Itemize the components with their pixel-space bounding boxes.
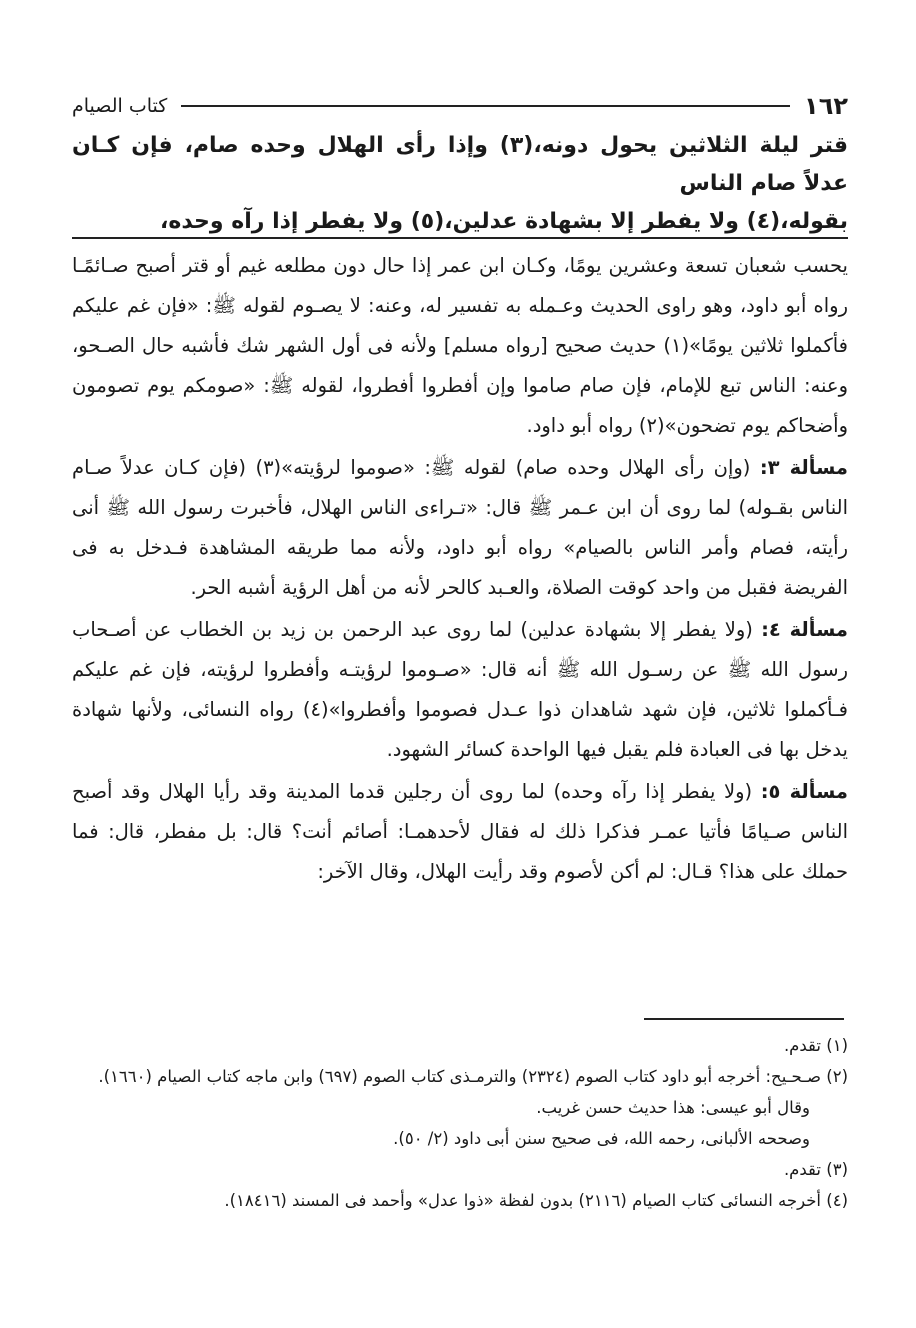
main-text-line: بقوله،(٤) ولا يفطر إلا بشهادة عدلين،(٥) ولا يفطر إذا رآه وحده،	[160, 209, 848, 234]
masala-5-label: مسألة ٥:	[760, 780, 848, 803]
masala-3	[72, 448, 848, 608]
masala-4-text: (ولا يفطر إلا بشهادة عدلين) لما روى عبد الرحمن بن زيد بن الخطاب عن أصـحاب رسول الله ﷺ عن رسـول الله ﷺ أنه قال: «صـوموا لرؤيتـه وأفطروا لرؤيته، فإن غم عليكم فـأكملوا ثلاثين، فإن شهد شاهدان ذوا عـدل فصوموا وأفطروا»(٤) رواه النسائى، ولأنها شهادة يدخل بها فى العبادة فلم يقبل فيها الواحدة كسائر الشهود.	[72, 618, 848, 761]
section-divider	[72, 237, 848, 239]
footnote-2-note: وقال أبو عيسى: هذا حديث حسن غريب.	[536, 1098, 810, 1117]
masala-5-text: (ولا يفطر إذا رآه وحده) لما روى أن رجلين قدما المدينة وقد رأيا الهلال وقد أصبح الناس صـيامًا فأتيا عمـر فذكرا ذلك له فقال لأحدهمـا: أصائم أنت؟ قال: بل مفطر، قال: فما حملك على هذا؟ قـال: لم أكن لأصوم وقد رأيت الهلال، وقال الآخر:	[72, 780, 848, 883]
footnote-2-note: وصححه الألبانى، رحمه الله، فى صحيح سنن أبى داود (٢/ ٥٠).	[393, 1129, 810, 1148]
main-text	[72, 127, 848, 241]
footnote-3: (٣) تقدم.	[783, 1160, 848, 1179]
commentary-intro: يحسب شعبان تسعة وعشرين يومًا، وكـان ابن عمر إذا حال دون مطلعه غيم أو قتر أصبح صـائمًـا رواه أبو داود، وهو راوى الحديث وعـمله به تفسير له، وعنه: لا يصـوم لقوله ﷺ: «فإن غم عليكم فأكملوا ثلاثين يومًا»(١) حديث صحيح [رواه مسلم] ولأنه فى أول الشهر شك فأشبه حال الصـحو، وعنه: الناس تبع للإمام، فإن صام صاموا وإن أفطروا أفطروا، لقوله ﷺ: «صومكم يوم تصومون وأضحاكم يوم تضحون»(٢) رواه أبو داود.	[72, 254, 848, 437]
commentary	[72, 246, 848, 894]
running-title: كتاب الصيام	[72, 95, 168, 117]
footnotes	[72, 1030, 848, 1216]
masala-5	[72, 772, 848, 892]
masala-3-text: (وإن رأى الهلال وحده صام) لقوله ﷺ: «صوموا لرؤيته»(٣) (فإن كـان عدلاً صـام الناس بقـوله) لما روى أن ابن عـمر ﷺ قال: «تـراءى الناس الهلال، فأخبرت رسول الله ﷺ أنى رأيته، فصام وأمر الناس بالصيام» رواه أبو داود، ولأنه مما طريقه المشاهدة فـدخل به فى الفريضة فقبل من واحد كوقت الصلاة، والعـبد كالحر لأنه من أهل الرؤية أشبه الحر.	[72, 456, 848, 599]
main-text-line: قتر ليلة الثلاثين يحول دونه،(٣) وإذا رأى الهلال وحده صام، فإن كـان عدلاً صام الناس	[72, 133, 848, 196]
footnote-2: (٢) صـحـيح: أخرجه أبو داود كتاب الصوم (٢٣٢٤) والترمـذى كتاب الصوم (٦٩٧) وابن ماجه كتاب الصيام (١٦٦٠).	[98, 1067, 848, 1086]
page-header	[72, 86, 848, 126]
masala-4	[72, 610, 848, 770]
masala-3-label: مسألة ٣:	[759, 456, 848, 479]
page-number: ١٦٢	[804, 92, 848, 120]
masala-4-label: مسألة ٤:	[761, 618, 848, 641]
footnote-1: (١) تقدم.	[783, 1036, 848, 1055]
footnote-4: (٤) أخرجه النسائى كتاب الصيام (٢١١٦) بدون لفظة «ذوا عدل» وأحمد فى المسند (١٨٤١٦).	[224, 1191, 848, 1210]
header-rule	[181, 105, 790, 107]
footnote-divider	[644, 1018, 844, 1020]
